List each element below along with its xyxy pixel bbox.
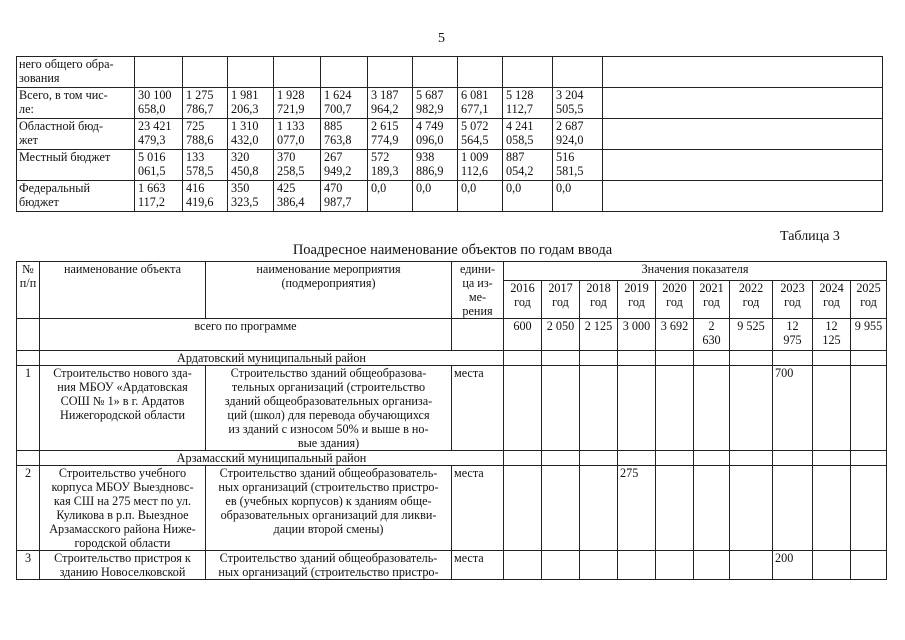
section-cell — [730, 351, 773, 366]
funding-cell: 1 981 206,3 — [228, 88, 274, 119]
section-cell — [504, 351, 542, 366]
header-object: наименование объекта — [40, 262, 206, 319]
section-name: Ардатовский муниципальный район — [40, 351, 504, 366]
object-unit: места — [452, 366, 504, 451]
object-value — [851, 366, 887, 451]
header-activity: наименование мероприятия (подмероприятия) — [206, 262, 452, 319]
object-value — [542, 551, 580, 580]
funding-cell: 1 663 117,2 — [135, 181, 183, 212]
table-caption: Таблица 3 — [780, 229, 840, 244]
object-value — [618, 551, 656, 580]
object-value — [656, 466, 694, 551]
header-year: 2018 год — [580, 281, 618, 319]
section-cell — [694, 451, 730, 466]
funding-row — [17, 150, 883, 181]
total-value: 2 630 — [694, 319, 730, 351]
object-activity: Строительство зданий общеобразователь- ных организаций (строительство пристро- ев (учебных корпусов) к зданиям обще- образовательных организаций для ликви- дации второй смены) — [206, 466, 452, 551]
object-value — [504, 466, 542, 551]
total-value: 3 000 — [618, 319, 656, 351]
total-value: 2 050 — [542, 319, 580, 351]
section-name: Арзамасский муниципальный район — [40, 451, 504, 466]
funding-row-label: Местный бюджет — [17, 150, 135, 181]
object-row — [17, 466, 887, 551]
object-value: 275 — [618, 466, 656, 551]
funding-cell: 320 450,8 — [228, 150, 274, 181]
funding-cell — [503, 57, 553, 88]
funding-table — [16, 56, 883, 212]
object-value — [542, 466, 580, 551]
section-cell — [773, 451, 813, 466]
header-year: 2022 год — [730, 281, 773, 319]
funding-cell: 5 128 112,7 — [503, 88, 553, 119]
funding-cell: 885 763,8 — [321, 119, 368, 150]
funding-cell-empty — [603, 150, 883, 181]
object-activity: Строительство зданий общеобразова- тельных организаций (строительство зданий общеобразовательных организа- ций (школ) для перевода обучающихся из зданий с износом 50% и выше в но- вые здания) — [206, 366, 452, 451]
total-unit — [452, 319, 504, 351]
funding-row — [17, 57, 883, 88]
funding-cell-empty — [603, 119, 883, 150]
object-unit: места — [452, 551, 504, 580]
funding-cell: 416 419,6 — [183, 181, 228, 212]
total-value: 3 692 — [656, 319, 694, 351]
object-name: Строительство нового зда- ния МБОУ «Ардатовская СОШ № 1» в г. Ардатов Нижегородской области — [40, 366, 206, 451]
funding-cell: 0,0 — [503, 181, 553, 212]
section-cell — [773, 351, 813, 366]
object-value — [730, 551, 773, 580]
funding-cell-empty — [603, 181, 883, 212]
section-cell — [542, 351, 580, 366]
section-cell — [813, 451, 851, 466]
section-cell — [580, 451, 618, 466]
total-empty — [17, 319, 40, 351]
page-number: 5 — [438, 31, 445, 46]
funding-cell: 938 886,9 — [413, 150, 458, 181]
section-cell — [730, 451, 773, 466]
object-value — [580, 366, 618, 451]
funding-cell — [458, 57, 503, 88]
funding-cell: 1 275 786,7 — [183, 88, 228, 119]
funding-cell — [183, 57, 228, 88]
funding-cell: 3 204 505,5 — [553, 88, 603, 119]
object-value — [851, 466, 887, 551]
funding-cell: 5 687 982,9 — [413, 88, 458, 119]
funding-cell: 0,0 — [458, 181, 503, 212]
section-cell — [851, 451, 887, 466]
section-cell — [618, 451, 656, 466]
object-value: 700 — [773, 366, 813, 451]
funding-cell: 1 624 700,7 — [321, 88, 368, 119]
funding-cell: 2 615 774,9 — [368, 119, 413, 150]
object-value: 200 — [773, 551, 813, 580]
funding-cell: 5 016 061,5 — [135, 150, 183, 181]
header-year: 2017 год — [542, 281, 580, 319]
object-num: 3 — [17, 551, 40, 580]
funding-cell — [135, 57, 183, 88]
funding-cell: 6 081 677,1 — [458, 88, 503, 119]
object-value — [580, 551, 618, 580]
header-year: 2025 год — [851, 281, 887, 319]
section-row — [17, 351, 887, 366]
object-value — [618, 366, 656, 451]
funding-cell: 0,0 — [553, 181, 603, 212]
object-num: 1 — [17, 366, 40, 451]
section-row — [17, 451, 887, 466]
object-value — [813, 551, 851, 580]
object-value — [504, 551, 542, 580]
total-value: 9 525 — [730, 319, 773, 351]
section-cell — [542, 451, 580, 466]
funding-cell: 4 241 058,5 — [503, 119, 553, 150]
header-row — [17, 262, 887, 281]
section-cell — [694, 351, 730, 366]
funding-cell: 267 949,2 — [321, 150, 368, 181]
object-row — [17, 366, 887, 451]
funding-cell — [321, 57, 368, 88]
total-value: 2 125 — [580, 319, 618, 351]
funding-cell: 370 258,5 — [274, 150, 321, 181]
funding-cell: 1 928 721,9 — [274, 88, 321, 119]
funding-cell: 350 323,5 — [228, 181, 274, 212]
funding-cell: 4 749 096,0 — [413, 119, 458, 150]
object-value — [580, 466, 618, 551]
funding-cell — [413, 57, 458, 88]
funding-cell: 725 788,6 — [183, 119, 228, 150]
funding-row — [17, 88, 883, 119]
funding-cell: 887 054,2 — [503, 150, 553, 181]
object-name: Строительство пристроя к зданию Новоселковской — [40, 551, 206, 580]
funding-row — [17, 181, 883, 212]
funding-cell: 2 687 924,0 — [553, 119, 603, 150]
object-name: Строительство учебного корпуса МБОУ Выездновс- кая СШ на 275 мест по ул. Куликова в р.п. Выездное Арзамасского района Ниже- городской области — [40, 466, 206, 551]
section-cell — [851, 351, 887, 366]
object-value — [813, 466, 851, 551]
section-cell — [504, 451, 542, 466]
funding-cell: 133 578,5 — [183, 150, 228, 181]
section-cell — [580, 351, 618, 366]
funding-row-label: Всего, в том чис- ле: — [17, 88, 135, 119]
total-label: всего по программе — [40, 319, 452, 351]
funding-cell — [274, 57, 321, 88]
header-num: № п/п — [17, 262, 40, 319]
funding-cell — [368, 57, 413, 88]
object-activity: Строительство зданий общеобразователь- ных организаций (строительство пристро- — [206, 551, 452, 580]
header-year: 2020 год — [656, 281, 694, 319]
funding-cell: 0,0 — [368, 181, 413, 212]
funding-cell-empty — [603, 57, 883, 88]
funding-cell: 1 133 077,0 — [274, 119, 321, 150]
section-cell — [618, 351, 656, 366]
object-num: 2 — [17, 466, 40, 551]
object-value — [730, 466, 773, 551]
funding-cell: 23 421 479,3 — [135, 119, 183, 150]
header-values: Значения показателя — [504, 262, 887, 281]
header-year: 2021 год — [694, 281, 730, 319]
object-value — [656, 366, 694, 451]
object-value — [656, 551, 694, 580]
funding-row-label: него общего обра- зования — [17, 57, 135, 88]
funding-row-label: Федеральный бюджет — [17, 181, 135, 212]
funding-cell: 3 187 964,2 — [368, 88, 413, 119]
object-value — [773, 466, 813, 551]
funding-cell: 516 581,5 — [553, 150, 603, 181]
object-value — [694, 466, 730, 551]
funding-cell: 470 987,7 — [321, 181, 368, 212]
object-value — [504, 366, 542, 451]
object-unit: места — [452, 466, 504, 551]
table-title: Поадресное наименование объектов по годам ввода — [292, 242, 613, 258]
funding-cell — [228, 57, 274, 88]
funding-row-label: Областной бюд- жет — [17, 119, 135, 150]
header-year: 2019 год — [618, 281, 656, 319]
funding-cell: 0,0 — [413, 181, 458, 212]
funding-cell: 1 310 432,0 — [228, 119, 274, 150]
object-value — [813, 366, 851, 451]
header-year: 2016 год — [504, 281, 542, 319]
object-value — [542, 366, 580, 451]
object-value — [694, 551, 730, 580]
funding-cell — [553, 57, 603, 88]
section-cell — [656, 451, 694, 466]
total-value: 12 125 — [813, 319, 851, 351]
funding-row — [17, 119, 883, 150]
section-cell — [813, 351, 851, 366]
object-value — [851, 551, 887, 580]
header-unit: едини- ца из- ме- рения — [452, 262, 504, 319]
total-value: 600 — [504, 319, 542, 351]
total-value: 12 975 — [773, 319, 813, 351]
objects-table — [16, 261, 887, 580]
total-value: 9 955 — [851, 319, 887, 351]
section-empty — [17, 351, 40, 366]
section-cell — [656, 351, 694, 366]
funding-cell: 425 386,4 — [274, 181, 321, 212]
funding-cell: 30 100 658,0 — [135, 88, 183, 119]
object-value — [694, 366, 730, 451]
total-row — [17, 319, 887, 351]
funding-cell-empty — [603, 88, 883, 119]
funding-cell: 1 009 112,6 — [458, 150, 503, 181]
header-year: 2023 год — [773, 281, 813, 319]
object-value — [730, 366, 773, 451]
funding-cell: 5 072 564,5 — [458, 119, 503, 150]
object-row — [17, 551, 887, 580]
header-year: 2024 год — [813, 281, 851, 319]
funding-cell: 572 189,3 — [368, 150, 413, 181]
section-empty — [17, 451, 40, 466]
